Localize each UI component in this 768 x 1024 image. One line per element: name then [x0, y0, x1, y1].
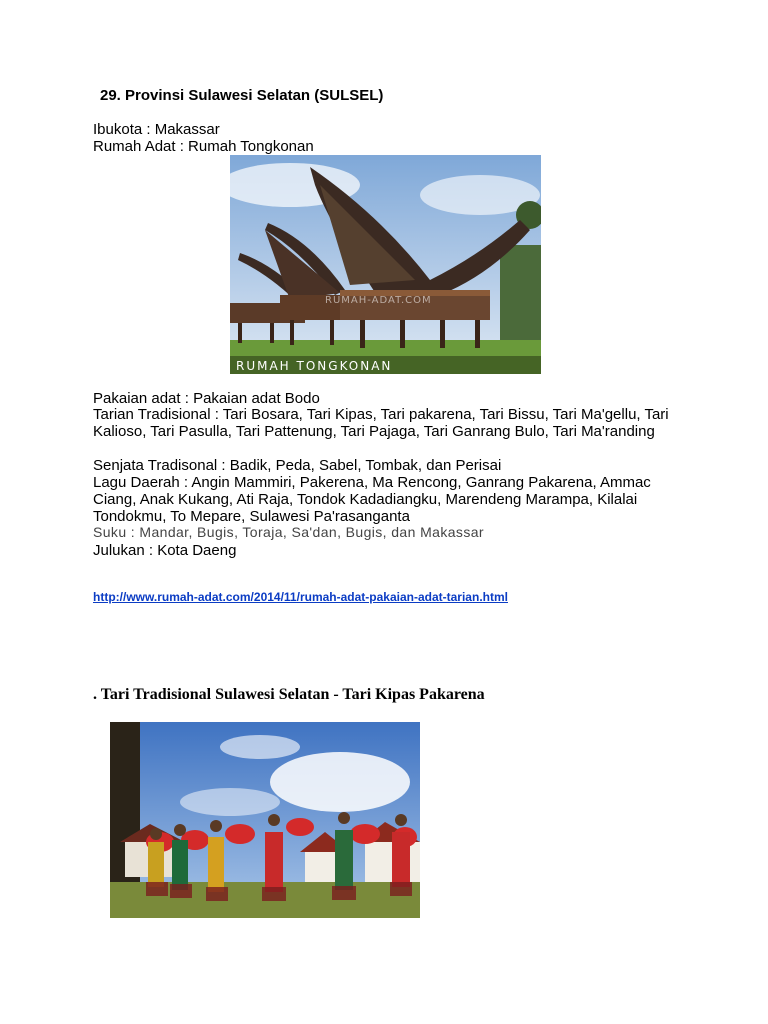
section-heading: 29. Provinsi Sulawesi Selatan (SULSEL) — [100, 87, 384, 104]
tongkonan-illustration — [230, 155, 541, 374]
photo-caption: RUMAH TONGKONAN — [236, 359, 393, 373]
julukan-line: Julukan : Kota Daeng — [93, 542, 237, 559]
tongkonan-photo — [230, 155, 541, 374]
pakaian-line: Pakaian adat : Pakaian adat Bodo — [93, 390, 320, 407]
source-link[interactable]: http://www.rumah-adat.com/2014/11/rumah-adat-pakaian-adat-tarian.html — [93, 590, 508, 604]
ibukota-line: Ibukota : Makassar — [93, 121, 220, 138]
tarian-paragraph: Tarian Tradisional : Tari Bosara, Tari Kipas, Tari pakarena, Tari Bissu, Tari Ma'gellu, Tari Kalioso, Tari Pasulla, Tari Pattenung, Tari Pajaga, Tari Ganrang Bulo, Tari Ma'randing — [93, 406, 669, 440]
photo-watermark: RUMAH-ADAT.COM — [325, 295, 432, 306]
tari-section-title: . Tari Tradisional Sulawesi Selatan - Tari Kipas Pakarena — [93, 686, 485, 703]
pakarena-dance-photo — [110, 722, 420, 918]
pakarena-illustration — [110, 722, 420, 918]
lagu-paragraph: Lagu Daerah : Angin Mammiri, Pakerena, Ma Rencong, Ganrang Pakarena, Ammac Ciang, Anak Kukang, Ati Raja, Tondok Kadadiangku, Marendeng Marampa, Kilalai Tondokmu, To Mepare, Sulawesi Pa'rasanganta — [93, 474, 651, 525]
senjata-line: Senjata Tradisonal : Badik, Peda, Sabel, Tombak, dan Perisai — [93, 457, 502, 474]
rumah-adat-line: Rumah Adat : Rumah Tongkonan — [93, 138, 314, 155]
suku-line: Suku : Mandar, Bugis, Toraja, Sa'dan, Bugis, dan Makassar — [93, 524, 484, 540]
